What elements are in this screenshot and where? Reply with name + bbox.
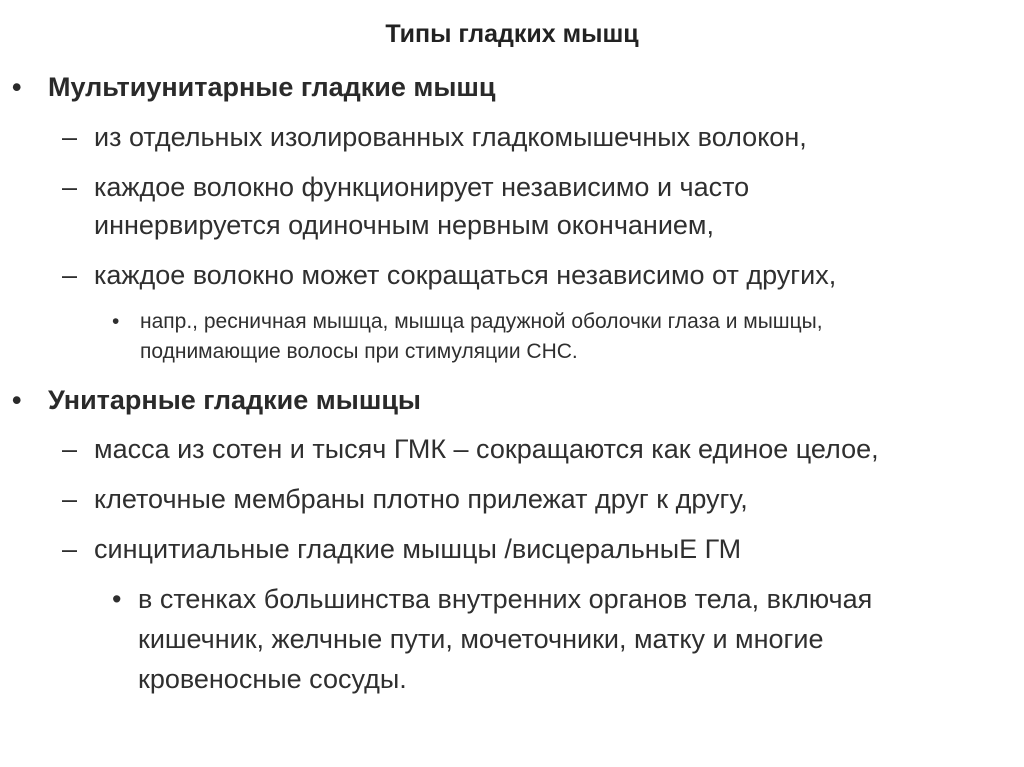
bullet-icon: • [112, 310, 120, 333]
sub-list-item-continuation: кровеносные сосуды. [138, 664, 407, 694]
list-item-text: из отдельных изолированных гладкомышечных волокон, [94, 122, 807, 152]
list-item [62, 260, 836, 291]
dash-icon: – [62, 260, 78, 290]
sub-list-item-text: в стенках большинства внутренних органов тела, включая [138, 584, 873, 614]
section-heading-text: Унитарные гладкие мышцы [48, 385, 421, 415]
list-item-text: каждое волокно функционирует независимо и часто [94, 172, 750, 202]
slide-title: Типы гладких мышц [385, 20, 639, 48]
section-heading-unitary [12, 385, 421, 416]
sub-list-item-continuation: поднимающие волосы при стимуляции СНС. [140, 340, 578, 363]
list-item [62, 434, 879, 465]
sub-list-item [112, 584, 872, 615]
section-heading-text: Мультиунитарные гладкие мышц [48, 72, 496, 102]
list-item [62, 484, 748, 515]
list-item-text: синцитиальные гладкие мышцы /висцеральныЕ ГМ [94, 534, 742, 564]
dash-icon: – [62, 534, 78, 564]
sub-list-item-continuation: кишечник, желчные пути, мочеточники, матку и многие [138, 624, 824, 654]
dash-icon: – [62, 434, 78, 464]
list-item [62, 122, 807, 153]
bullet-icon: • [12, 385, 22, 415]
dash-icon: – [62, 122, 78, 152]
dash-icon: – [62, 484, 78, 514]
sub-list-item [112, 310, 823, 334]
bullet-icon: • [112, 584, 122, 614]
section-heading-multiunit [12, 72, 496, 103]
list-item-continuation: иннервируется одиночным нервным окончанием, [94, 210, 714, 240]
list-item-text: клеточные мембраны плотно прилежат друг к другу, [94, 484, 748, 514]
dash-icon: – [62, 172, 78, 202]
list-item [62, 172, 749, 203]
list-item [62, 534, 741, 565]
list-item-text: масса из сотен и тысяч ГМК – сокращаются как единое целое, [94, 434, 879, 464]
list-item-text: каждое волокно может сокращаться независимо от других, [94, 260, 837, 290]
bullet-icon: • [12, 72, 22, 102]
sub-list-item-text: напр., ресничная мышца, мышца радужной оболочки глаза и мышцы, [140, 310, 823, 333]
